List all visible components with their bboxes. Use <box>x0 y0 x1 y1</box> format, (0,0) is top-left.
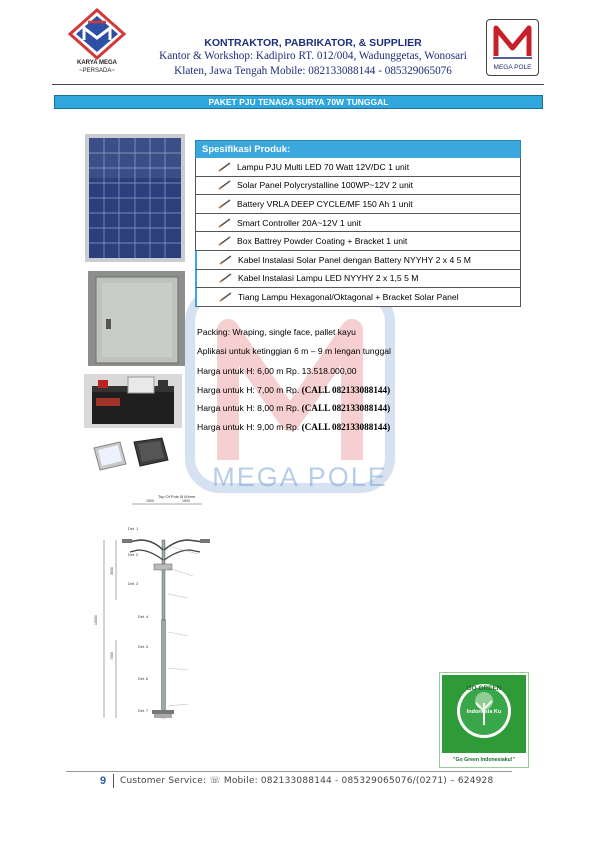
dim-arm-left: 1500 <box>146 499 154 503</box>
pen-icon <box>218 180 232 190</box>
pen-icon <box>219 255 233 265</box>
spec-item <box>195 214 521 233</box>
solar-panel-image <box>85 134 185 262</box>
spec-item-text: Smart Controller 20A~12V 1 unit <box>237 217 361 228</box>
page-title: PAKET PJU TENAGA SURYA 70W TUNGGAL <box>54 95 543 109</box>
pen-icon <box>218 162 232 172</box>
page-number: 9 <box>100 775 107 787</box>
pen-icon <box>219 273 233 283</box>
price-line <box>197 403 527 413</box>
go-green-badge <box>439 672 529 768</box>
footer-divider <box>66 771 512 772</box>
spec-table <box>195 140 521 307</box>
price-line <box>197 385 527 395</box>
pen-icon <box>218 236 232 246</box>
spec-item <box>195 251 521 270</box>
dim-arm-right: 1500 <box>182 499 190 503</box>
spec-item-text: Kabel Instalasi Lampu LED NYYHY 2 x 1,5 5 M <box>238 273 419 284</box>
det-6-label: Det. 6 <box>138 677 149 681</box>
packing-info: Packing: Wraping, single face, pallet kayu <box>197 327 356 337</box>
det-1-label: Det. 1 <box>128 527 139 531</box>
footer-contact: Customer Service: ☏ Mobile: 082133088144 - 085329065076/(0271) – 624928 <box>120 776 494 786</box>
battery-image <box>84 374 182 428</box>
header-divider <box>52 84 544 85</box>
address-line-2: Klaten, Jawa Tengah Mobile: 082133088144 - 085329065076 <box>174 65 452 77</box>
spec-item <box>195 232 521 251</box>
price-call: (CALL 082133088144) <box>301 384 391 395</box>
mega-pole-caption: MEGA POLE <box>493 64 532 71</box>
go-green-inner-text: Indonesia Ku <box>466 709 502 715</box>
battery-box-image <box>88 271 185 366</box>
spec-item-text: Lampu PJU Multi LED 70 Watt 12V/DC 1 unit <box>237 161 410 172</box>
led-lamp-image <box>90 434 172 474</box>
price-call: (CALL 082133088144) <box>301 421 391 432</box>
price-line <box>197 422 527 432</box>
pen-icon <box>218 218 232 228</box>
dim-upper: 3000 <box>110 567 114 575</box>
price-label: Harga untuk H: 7,00 m Rp. <box>197 384 300 395</box>
det-3-label: Det. 3 <box>128 582 139 586</box>
spec-item <box>195 195 521 214</box>
dim-total-height: 10000 <box>94 615 98 625</box>
price-call: (CALL 082133088144) <box>301 403 391 414</box>
company-address <box>143 49 483 79</box>
pen-icon <box>218 199 232 209</box>
price-line <box>197 366 527 376</box>
price-label: Harga untuk H: 6,00 m Rp. 13.518.000,00 <box>197 366 357 376</box>
price-label: Harga untuk H: 9,00 m Rp. <box>197 421 300 432</box>
pen-icon <box>219 292 233 302</box>
spec-item-text: Box Battrey Powder Coating + Bracket 1 unit <box>237 236 408 247</box>
det-4-label: Det. 4 <box>138 615 149 619</box>
pole-technical-drawing <box>88 490 348 738</box>
spec-item <box>195 270 521 289</box>
price-label: Harga untuk H: 8,00 m Rp. <box>197 403 300 414</box>
spec-item-text: Solar Panel Polycrystalline 100WP~12V 2 unit <box>237 180 414 191</box>
logo-caption-main: KARYA MEGA <box>76 60 117 66</box>
karya-mega-emblem-icon <box>66 8 128 60</box>
spec-heading: Spesifikasi Produk: <box>195 140 521 158</box>
logo-caption-sub: ~PERSADA~ <box>79 68 115 74</box>
spec-item-text: Battery VRLA DEEP CYCLE/MF 150 Ah 1 unit <box>237 198 413 209</box>
watermark-text: MEGA POLE <box>212 462 388 492</box>
go-green-top-text: GO GREEN <box>466 685 502 692</box>
spec-item-text: Tiang Lampu Hexagonal/Oktagonal + Bracket Solar Panel <box>238 291 459 302</box>
spec-item-text: Kabel Instalasi Solar Panel dengan Battery NYYHY 2 x 4 5 M <box>238 254 471 265</box>
spec-item <box>195 158 521 177</box>
footer-separator <box>113 774 114 788</box>
karya-mega-logo <box>66 8 128 78</box>
go-green-slogan: "Go Green Indonesiaku!" <box>453 757 515 763</box>
det-7-label: Det. 7 <box>138 709 149 713</box>
mega-pole-logo <box>486 19 539 76</box>
mega-pole-m-icon <box>487 20 538 64</box>
det-5-label: Det. 5 <box>138 645 149 649</box>
spec-item <box>195 177 521 196</box>
spec-item <box>195 288 521 307</box>
address-line-1: Kantor & Workshop: Kadipiro RT. 012/004, Wadunggetas, Wonosari <box>159 50 467 62</box>
det-2-label: Det. 2 <box>128 553 139 557</box>
company-title: KONTRAKTOR, PABRIKATOR, & SUPPLIER <box>204 37 422 49</box>
application-info: Aplikasi untuk ketinggian 6 m – 9 m lengan tunggal <box>197 346 391 356</box>
diagram-top-label: Top Of Pole Ø 60mm <box>158 494 196 499</box>
dim-lower: 7000 <box>110 652 114 660</box>
